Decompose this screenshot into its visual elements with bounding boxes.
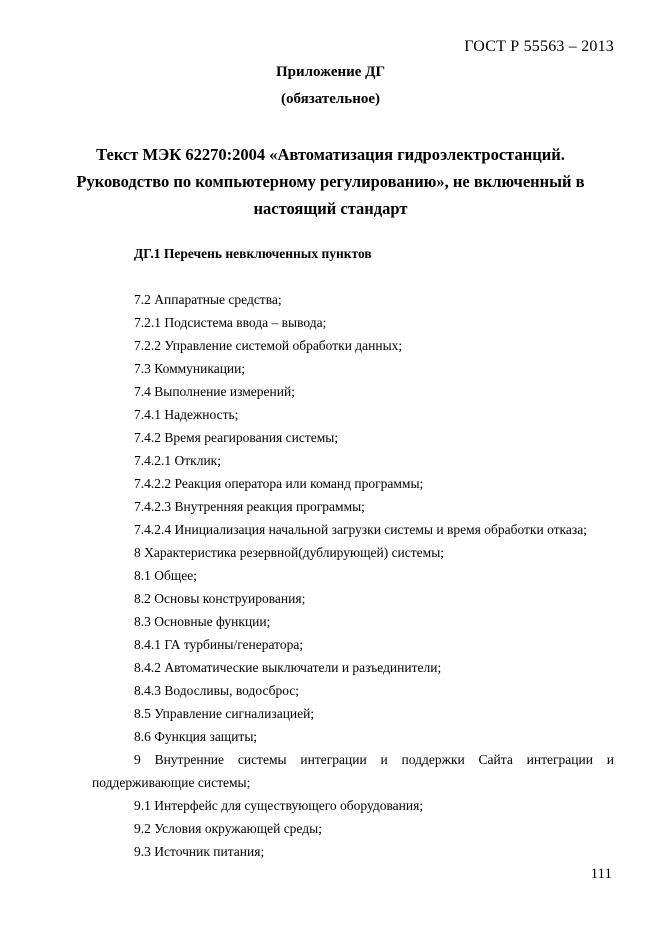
list-item: 8.4.1 ГА турбины/генератора;: [134, 637, 304, 652]
list-item: 7.4.2.2 Реакция оператора или команд программы;: [134, 476, 424, 491]
main-title-line-2: Руководство по компьютерному регулированию», не включенный в: [76, 172, 585, 191]
list-item: 8.5 Управление сигнализацией;: [134, 706, 315, 721]
list-item: 7.4.1 Надежность;: [134, 407, 239, 422]
page-number: 111: [590, 866, 612, 882]
section-heading: ДГ.1 Перечень невключенных пунктов: [134, 246, 372, 261]
list-item: 8.6 Функция защиты;: [134, 729, 258, 744]
main-title-line-1: Текст МЭК 62270:2004 «Автоматизация гидроэлектростанций.: [96, 145, 565, 164]
list-item: 8.1 Общее;: [134, 568, 197, 583]
list-item: 8.2 Основы конструирования;: [134, 591, 306, 606]
list-item: 7.2 Аппаратные средства;: [134, 292, 282, 307]
list-item: 7.2.2 Управление системой обработки данных;: [134, 338, 403, 353]
list-item: 8 Характеристика резервной(дублирующей) системы;: [134, 545, 445, 560]
list-item: 7.4.2.4 Инициализация начальной загрузки системы и время обработки отказа;: [134, 522, 587, 537]
list-item: 7.3 Коммуникации;: [134, 361, 246, 376]
list-item: 8.4.2 Автоматические выключатели и разъединители;: [134, 660, 442, 675]
list-item: 7.4.2.1 Отклик;: [134, 453, 221, 468]
list-item: 7.4.2.3 Внутренняя реакция программы;: [134, 499, 365, 514]
list-item: 9.1 Интерфейс для существующего оборудования;: [134, 798, 424, 813]
list-item: 8.3 Основные функции;: [134, 614, 271, 629]
appendix-title: Приложение ДГ: [275, 64, 386, 80]
main-title-line-3: настоящий стандарт: [253, 199, 408, 218]
list-item: 7.2.1 Подсистема ввода – вывода;: [134, 315, 327, 330]
list-item: 8.4.3 Водосливы, водосброс;: [134, 683, 300, 698]
list-item-9-line-2: поддерживающие системы;: [92, 775, 251, 790]
appendix-note: (обязательное): [280, 91, 381, 107]
list-item: 7.4.2 Время реагирования системы;: [134, 430, 339, 445]
list-item: 9.2 Условия окружающей среды;: [134, 821, 322, 836]
standard-header: ГОСТ Р 55563 – 2013: [464, 38, 614, 55]
list-item: 9.3 Источник питания;: [134, 844, 265, 859]
list-item-9-line-1: 9 Внутренние системы интеграции и поддержки Сайта интеграции и: [134, 752, 614, 767]
list-item: 7.4 Выполнение измерений;: [134, 384, 295, 399]
